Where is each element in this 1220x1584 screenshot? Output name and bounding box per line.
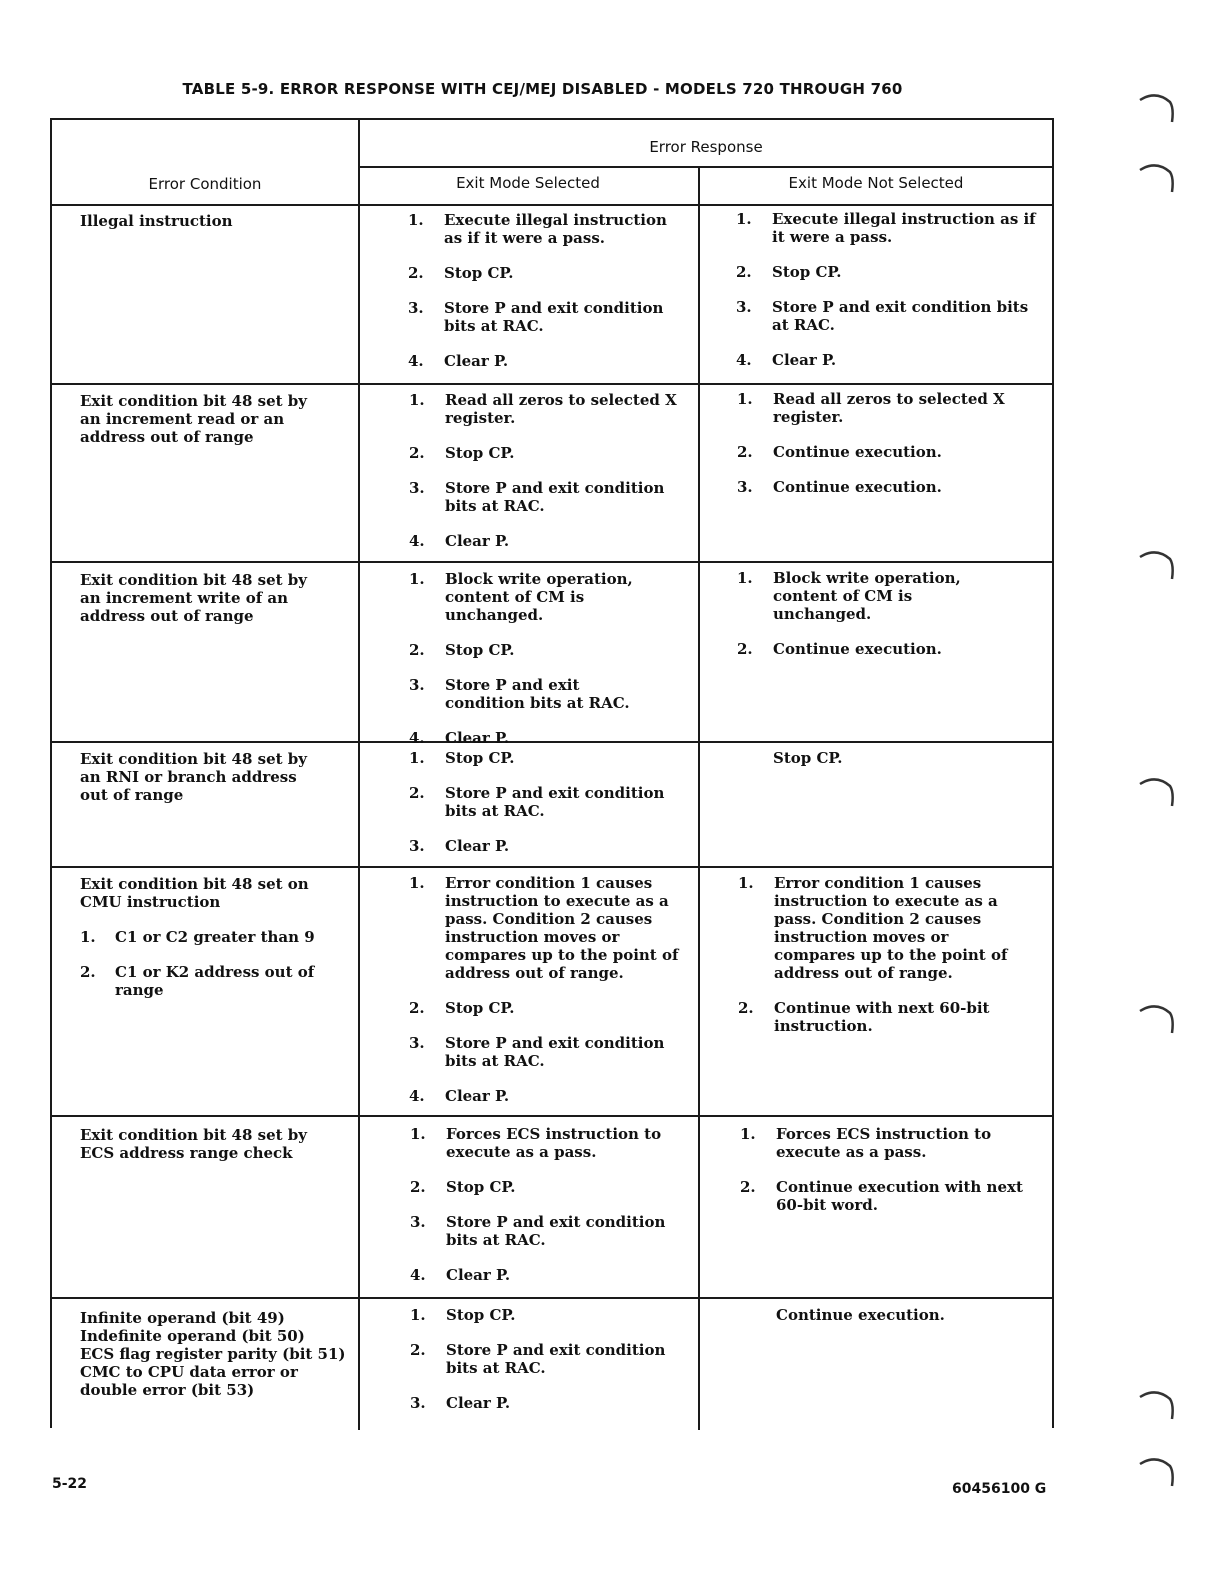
- list-item: 2. Stop CP.: [410, 1178, 516, 1196]
- selected-steps: [410, 1306, 690, 1429]
- page-number: 5-22: [52, 1476, 88, 1492]
- condition-cell: Exit condition bit 48 set by ECS address range check: [80, 1126, 307, 1162]
- condition-text: Exit condition bit 48 set on CMU instruction: [80, 875, 309, 911]
- list-item: 3. Clear P.: [409, 837, 510, 855]
- error-response-table: [50, 118, 1054, 1428]
- table-title: TABLE 5-9. ERROR RESPONSE WITH CEJ/MEJ DISABLED - MODELS 720 THROUGH 760: [182, 80, 903, 98]
- not-selected-steps: [740, 1125, 1030, 1231]
- not-selected-steps: [737, 569, 997, 675]
- binder-mark: [1138, 158, 1178, 194]
- list-item: 1. Stop CP.: [409, 749, 515, 767]
- list-item: 3. Store P and exit condition bits at RAC.: [409, 676, 630, 712]
- list-item: 1. Execute illegal instruction as if it were a pass.: [736, 210, 1036, 246]
- header-exit-mode-selected: Exit Mode Selected: [456, 174, 600, 192]
- header-bottom-rule: [52, 204, 1054, 206]
- header-divider: [358, 166, 1054, 168]
- list-item: 3. Continue execution.: [737, 478, 942, 496]
- list-item: 2. Stop CP.: [736, 263, 842, 281]
- not-selected-steps: [737, 390, 1037, 513]
- condition-line: Infinite operand (bit 49): [80, 1309, 285, 1327]
- selected-steps: [409, 749, 689, 872]
- column-divider: [698, 166, 700, 1430]
- binder-mark: [1138, 1452, 1178, 1488]
- condition-cell: Exit condition bit 48 set by an RNI or branch address out of range: [80, 750, 307, 804]
- list-item: 1. Forces ECS instruction to execute as a pass.: [410, 1125, 662, 1161]
- list-item: 1. Error condition 1 causes instruction to execute as a pass. Condition 2 causes instruction moves or compares up to the point of address out of range.: [738, 874, 1008, 982]
- list-item: 1. Execute illegal instruction as if it were a pass.: [408, 211, 667, 247]
- list-item: 3. Store P and exit condition bits at RAC.: [409, 1034, 665, 1070]
- list-item: 1. Block write operation, content of CM is unchanged.: [737, 569, 961, 623]
- column-divider: [358, 120, 360, 1430]
- list-item: 3. Store P and exit condition bits at RAC.: [408, 299, 664, 335]
- header-exit-mode-not-selected: Exit Mode Not Selected: [788, 174, 964, 192]
- document-number: 60456100 G: [952, 1481, 1047, 1497]
- condition-cell: Exit condition bit 48 set by an increment write of an address out of range: [80, 571, 307, 625]
- binder-mark: [1138, 772, 1178, 808]
- condition-line: ECS flag register parity (bit 51): [80, 1345, 346, 1363]
- condition-cell: Illegal instruction: [80, 212, 233, 230]
- list-item: 3. Store P and exit condition bits at RAC.: [736, 298, 1029, 334]
- condition-cell: [80, 1309, 352, 1399]
- list-item: 2. Stop CP.: [408, 264, 514, 282]
- selected-steps: [409, 570, 654, 764]
- list-item: 4. Clear P.: [408, 352, 509, 370]
- list-item: 1. Read all zeros to selected X register.: [409, 391, 677, 427]
- list-item: 4. Clear P.: [409, 1087, 510, 1105]
- list-item: 2. Store P and exit condition bits at RAC.: [410, 1341, 666, 1377]
- selected-steps: [408, 211, 688, 387]
- list-item: 2. Continue with next 60-bit instruction.: [738, 999, 990, 1035]
- list-item: 3. Store P and exit condition bits at RAC.: [409, 479, 665, 515]
- condition-cell: [80, 875, 320, 999]
- condition-line: CMC to CPU data error or double error (bit 53): [80, 1363, 298, 1399]
- list-item: 2. Store P and exit condition bits at RAC.: [409, 784, 665, 820]
- list-item: 1. Forces ECS instruction to execute as a pass.: [740, 1125, 992, 1161]
- selected-steps: [409, 874, 679, 1122]
- list-item: 1. Stop CP.: [410, 1306, 516, 1324]
- list-item: 4. Clear P.: [410, 1266, 511, 1284]
- list-item: 3. Clear P.: [410, 1394, 511, 1412]
- list-item: 1. Read all zeros to selected X register.: [737, 390, 1005, 426]
- not-selected-text: Continue execution.: [776, 1306, 945, 1324]
- selected-steps: [410, 1125, 690, 1301]
- list-item: 4. Clear P.: [409, 532, 510, 550]
- list-item: 2. Continue execution.: [737, 640, 942, 658]
- header-error-response: Error Response: [649, 138, 763, 156]
- list-item: 1. Error condition 1 causes instruction to execute as a pass. Condition 2 causes instruction moves or compares up to the point of address out of range.: [409, 874, 679, 982]
- list-item: 2. Stop CP.: [409, 444, 515, 462]
- list-item: 4. Clear P.: [409, 729, 510, 747]
- header-error-condition: Error Condition: [148, 175, 262, 193]
- not-selected-steps: [736, 210, 1036, 386]
- not-selected-steps: [738, 874, 1008, 1052]
- list-item: 1. C1 or C2 greater than 9: [80, 928, 315, 946]
- list-item: 2. C1 or K2 address out of range: [80, 963, 315, 999]
- condition-cell: Exit condition bit 48 set by an increment read or an address out of range: [80, 392, 307, 446]
- binder-mark: [1138, 545, 1178, 581]
- list-item: 4. Clear P.: [736, 351, 837, 369]
- list-item: 1. Block write operation, content of CM is unchanged.: [409, 570, 633, 624]
- condition-line: Indefinite operand (bit 50): [80, 1327, 305, 1345]
- list-item: 3. Store P and exit condition bits at RAC.: [410, 1213, 666, 1249]
- not-selected-text: Stop CP.: [773, 749, 843, 767]
- list-item: 2. Stop CP.: [409, 999, 515, 1017]
- selected-steps: [409, 391, 689, 567]
- binder-mark: [1138, 1385, 1178, 1421]
- binder-mark: [1138, 88, 1178, 124]
- list-item: 2. Stop CP.: [409, 641, 515, 659]
- list-item: 2. Continue execution with next 60-bit word.: [740, 1178, 1023, 1214]
- list-item: 2. Continue execution.: [737, 443, 942, 461]
- binder-mark: [1138, 999, 1178, 1035]
